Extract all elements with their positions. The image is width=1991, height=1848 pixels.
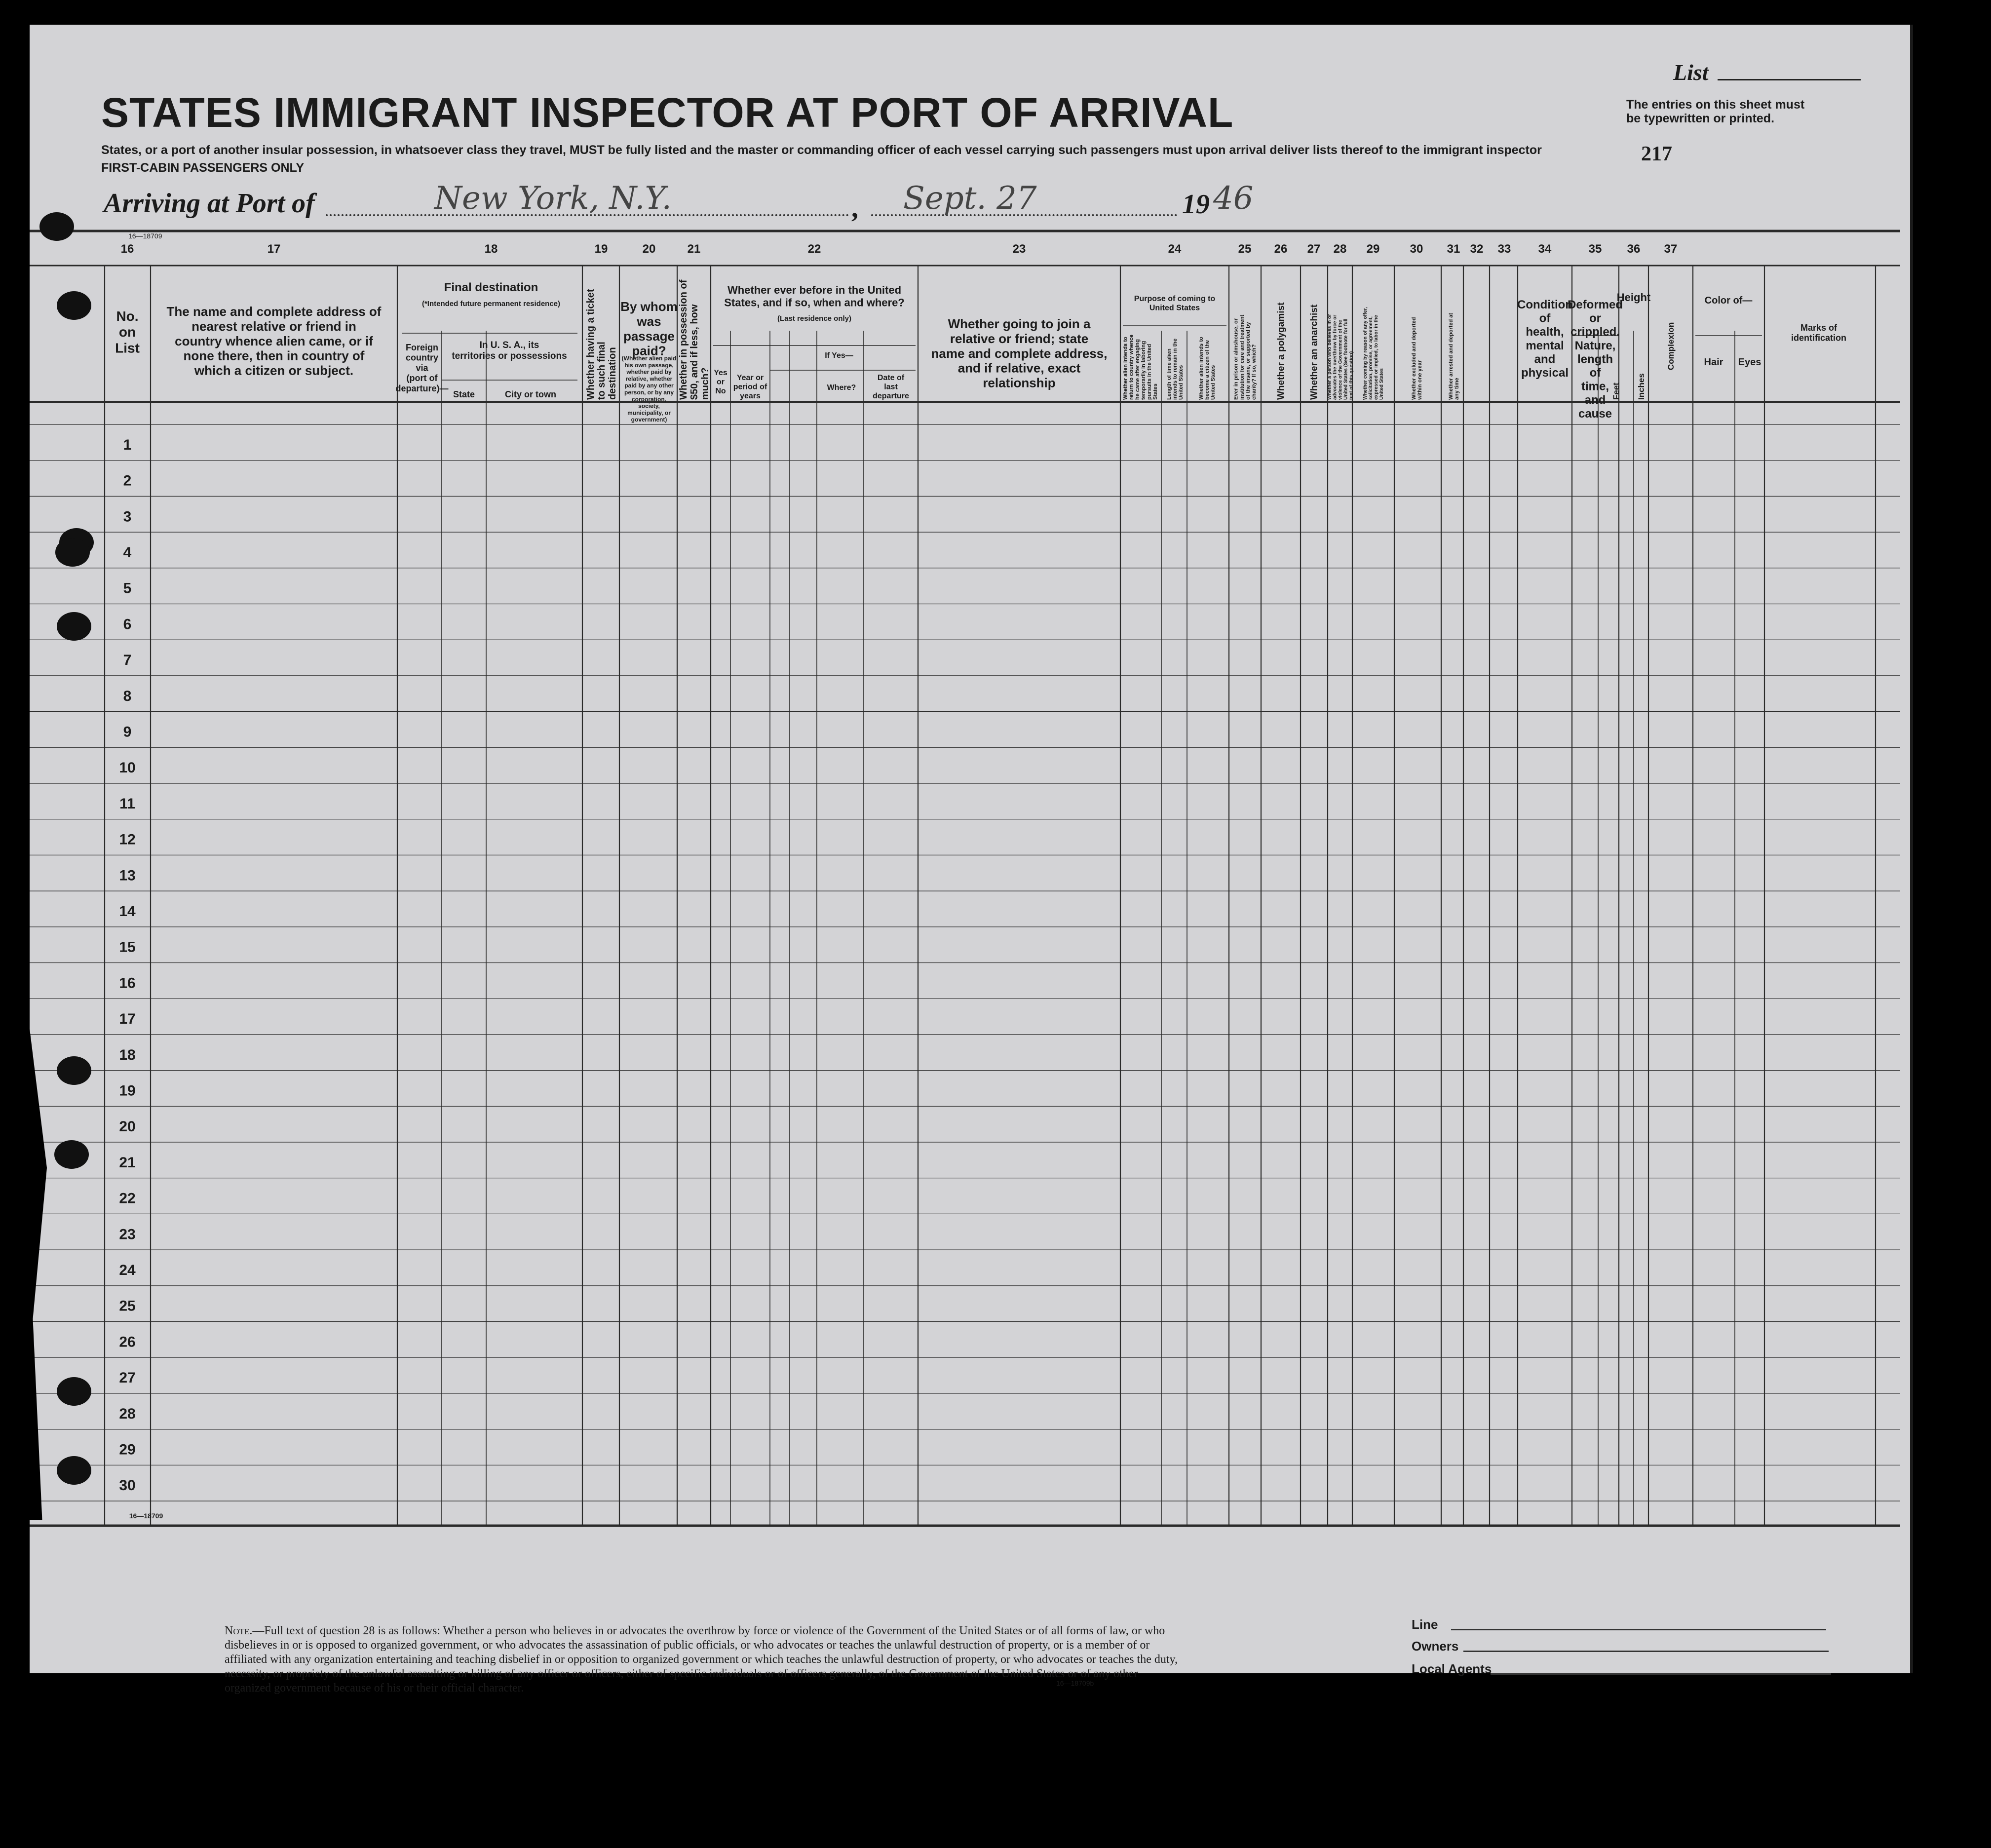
- line-label: Line: [1412, 1617, 1438, 1632]
- col18-subtitle: (*Intended future permanent residence): [421, 300, 561, 308]
- col31-header: any time: [1454, 378, 1460, 400]
- footnote: [225, 1624, 1187, 1695]
- col34-inches: Inches: [1636, 373, 1646, 400]
- row-number: 4: [123, 544, 132, 561]
- owners-rule: [1463, 1651, 1829, 1652]
- arriving-label: Arriving at Port of: [104, 188, 315, 219]
- column-number: 31: [1447, 242, 1460, 256]
- local-agents-label: Local Agents: [1412, 1661, 1492, 1676]
- footnote-text: —Full text of question 28 is as follows: Whether a person who believes in or advocates the overthrow by force or violence of the Government of the United States or of all forms of law, or who disbelieves in or is opposed to organized government, or who advocates the assassination of public officials, or who advocates or teaches the unlawful destruction of property, or is a member of or affiliated with any organization entertaining and teaching disbelief in or opposition to organized government or which teaches the unlawful destruction of property, or who advocates or teaches the duty, necessity, or propriety of the unlawful assaulting or killing of any officer or officers, either of specific individuals or of officers generally, of the Government of the United States or of any other organized government because of his or their official character.: [225, 1624, 1178, 1694]
- row-number: 17: [119, 1011, 136, 1028]
- row-number: 9: [123, 724, 132, 740]
- col18-usa: In U. S. A., its territories or possessions: [452, 340, 567, 361]
- col35-header: Complexion: [1666, 322, 1676, 370]
- col24-a: return to country whence: [1128, 334, 1135, 400]
- row-number: 14: [119, 903, 136, 920]
- local-agents-rule: [1491, 1673, 1831, 1675]
- date-value: Sept. 27: [903, 180, 1037, 217]
- col24-c: United States: [1210, 365, 1216, 400]
- column-number: 18: [484, 242, 498, 256]
- binder-hole: [39, 212, 74, 241]
- col29-header: United States: [1379, 368, 1384, 400]
- row-number: 19: [119, 1082, 136, 1099]
- col22-yesno: Yes or No: [714, 369, 727, 395]
- col24-a: Whether alien intends to: [1122, 337, 1129, 400]
- row-number: 22: [119, 1190, 136, 1207]
- col24-b: Length of time alien: [1166, 348, 1172, 400]
- row-number: 23: [119, 1226, 136, 1243]
- col32-header: Condition of health, mental and physical: [1517, 298, 1572, 380]
- col34-title: Height: [1616, 291, 1651, 304]
- col36-eyes: Eyes: [1738, 357, 1761, 368]
- row-number: 28: [119, 1405, 136, 1422]
- row-number: 29: [119, 1441, 136, 1458]
- column-number: 34: [1538, 242, 1552, 256]
- binder-hole: [57, 1456, 91, 1485]
- row-number: 21: [119, 1154, 136, 1171]
- row-number: 30: [119, 1477, 136, 1494]
- entries-note-line-2: be typewritten or printed.: [1626, 112, 1775, 125]
- col24-title: Purpose of coming to United States: [1134, 295, 1216, 312]
- col28-header: violence of the Government of the: [1338, 320, 1343, 400]
- col27-header: Whether an anarchist: [1309, 304, 1320, 400]
- column-number: 32: [1470, 242, 1484, 256]
- column-number: 37: [1664, 242, 1678, 256]
- col29-header: expressed or implied, to labor in the: [1374, 315, 1379, 400]
- column-number: 36: [1627, 242, 1641, 256]
- col25-header: of the insane, or supported by: [1245, 322, 1251, 400]
- row-number: 3: [123, 508, 132, 525]
- row-number: 26: [119, 1334, 136, 1350]
- row-number: 2: [123, 472, 132, 489]
- col24-a: he came after engaging: [1134, 339, 1141, 400]
- col28-header: United States (See footnote for full: [1343, 318, 1349, 400]
- column-number: 29: [1366, 242, 1380, 256]
- col19-header: destination: [607, 347, 618, 400]
- row-number: 25: [119, 1298, 136, 1314]
- col22-subtitle: (Last residence only): [777, 314, 852, 323]
- col30-header: Whether excluded and deported: [1411, 317, 1417, 400]
- entries-note-line-1: The entries on this sheet must: [1626, 98, 1805, 112]
- row-number: 27: [119, 1370, 136, 1386]
- col21-header: Whether in possession of: [678, 279, 689, 400]
- column-number: 21: [687, 242, 701, 256]
- col34-feet: Feet: [1611, 383, 1621, 400]
- row-number: 5: [123, 580, 132, 597]
- col20-title: By whom was passage paid?: [620, 299, 678, 358]
- row-number: 16: [119, 975, 136, 992]
- col24-b: intends to remain in the: [1172, 338, 1178, 400]
- row-number: 7: [123, 652, 132, 669]
- col26-header: Whether a polygamist: [1276, 302, 1287, 400]
- row-number: 20: [119, 1118, 136, 1135]
- page-number: 217: [1641, 143, 1672, 165]
- col22-where: Where?: [827, 384, 856, 392]
- list-label: List: [1673, 60, 1709, 85]
- comma-separator: ,: [851, 193, 858, 224]
- col18-state: State: [453, 389, 475, 399]
- line-rule: [1451, 1629, 1826, 1630]
- col30-header: within one year: [1417, 360, 1423, 400]
- column-number: 25: [1238, 242, 1252, 256]
- col31-header: Whether arrested and deported at: [1448, 312, 1454, 400]
- col21-header: $50, and if less, how: [689, 304, 700, 400]
- col24-c: Whether alien intends to: [1198, 337, 1204, 400]
- form-code-bottom: 16—18709: [129, 1512, 163, 1520]
- column-number: 22: [807, 242, 821, 256]
- col16-header: No. on List: [115, 308, 140, 356]
- port-value: New York, N.Y.: [434, 180, 672, 217]
- col22-year: Year or period of years: [733, 374, 767, 400]
- col17-header: The name and complete address of nearest relative or friend in country whence alien came, or if none there, then in country of which a citizen or subject.: [166, 304, 382, 378]
- column-number: 26: [1274, 242, 1288, 256]
- binder-hole: [57, 612, 91, 641]
- manifest-table: [30, 25, 1910, 1673]
- col28-header: text of this question): [1348, 351, 1354, 400]
- col25-header: institution for care and treatment: [1239, 314, 1245, 400]
- column-number: 33: [1497, 242, 1511, 256]
- col36-hair: Hair: [1704, 357, 1723, 368]
- binder-hole: [57, 291, 91, 320]
- row-number: 15: [119, 939, 136, 956]
- col24-a: pursuits in the United: [1147, 344, 1152, 400]
- column-number: 27: [1307, 242, 1321, 256]
- col37-header: Marks of identification: [1791, 323, 1846, 343]
- row-number: 13: [119, 867, 136, 884]
- col25-header: Ever in prison or almshouse, or: [1233, 318, 1239, 400]
- column-number: 30: [1410, 242, 1423, 256]
- page-title: STATES IMMIGRANT INSPECTOR AT PORT OF ARRIVAL: [101, 89, 1234, 136]
- col25-header: charity? If so, which?: [1251, 344, 1257, 400]
- row-number: 18: [119, 1046, 136, 1063]
- col18-title: Final destination: [444, 281, 538, 294]
- form-code-top: 16—18709: [128, 232, 162, 240]
- row-number: 8: [123, 688, 132, 704]
- row-number: 12: [119, 831, 136, 848]
- col18-city: City or town: [505, 389, 556, 399]
- column-number: 20: [642, 242, 656, 256]
- binder-hole: [57, 1056, 91, 1085]
- col22-title: Whether ever before in the United States, and if so, when and where?: [724, 284, 905, 309]
- row-number: 24: [119, 1262, 136, 1278]
- col24-b: United States: [1178, 365, 1184, 400]
- year-suffix: 46: [1213, 180, 1254, 217]
- col22-ifyes: If Yes—: [825, 351, 853, 360]
- column-number: 24: [1168, 242, 1182, 256]
- column-number: 16: [120, 242, 134, 256]
- column-number: 17: [267, 242, 281, 256]
- col33-header: Deformed or crippled. Nature, length of time, and cause: [1567, 298, 1623, 421]
- column-number: 35: [1588, 242, 1602, 256]
- row-number: 1: [123, 436, 132, 453]
- column-number: 19: [594, 242, 608, 256]
- column-number: 28: [1333, 242, 1347, 256]
- year-prefix: 19: [1182, 189, 1210, 220]
- col28-header: Whether a person who believes in or: [1327, 314, 1333, 400]
- subtitle: States, or a port of another insular possession, in whatsoever class they travel, MUST be fully listed and the master or commanding officer of each vessel carrying such passengers must upon arrival deliver lists thereof to the immigrant inspector: [101, 143, 1542, 157]
- col24-c: become a citizen of the: [1204, 340, 1210, 400]
- col23-header: Whether going to join a relative or friend; state name and complete address, and if relative, exact relationship: [931, 316, 1108, 390]
- col21-header: much?: [700, 367, 711, 400]
- col29-header: Whether coming by reason of any offer,: [1363, 307, 1368, 400]
- col24-a: States: [1152, 383, 1159, 400]
- col24-a: temporarily in laboring: [1140, 341, 1147, 400]
- col19-header: Whether having a ticket: [585, 289, 596, 400]
- col28-header: advocates the overthrow by force or: [1332, 314, 1338, 400]
- binder-hole: [54, 1140, 89, 1169]
- row-number: 10: [119, 760, 136, 776]
- col29-header: solicitation, promise, or agreement,: [1368, 316, 1374, 400]
- column-number: 23: [1012, 242, 1026, 256]
- footnote-lead: Note.: [225, 1624, 253, 1637]
- col19-header: to such final: [596, 342, 607, 400]
- col20-subtitle: (Whether alien paid his own passage, whether paid by relative, whether paid by any other person, or by any corporation, society, municipality, or government): [621, 355, 677, 424]
- form-code-note: 16—18709b: [1056, 1679, 1094, 1687]
- row-number: 11: [119, 795, 135, 812]
- class-line: FIRST-CABIN PASSENGERS ONLY: [101, 161, 305, 175]
- manifest-sheet: [30, 25, 1913, 1694]
- binder-hole: [55, 538, 90, 567]
- binder-hole: [57, 1377, 91, 1406]
- row-number: 6: [123, 616, 132, 633]
- col22-date: Date of last departure: [873, 374, 909, 400]
- col36-title: Color of—: [1704, 295, 1753, 306]
- owners-label: Owners: [1412, 1639, 1459, 1654]
- col18-foreign: Foreign country via (port of departure)—: [395, 343, 449, 393]
